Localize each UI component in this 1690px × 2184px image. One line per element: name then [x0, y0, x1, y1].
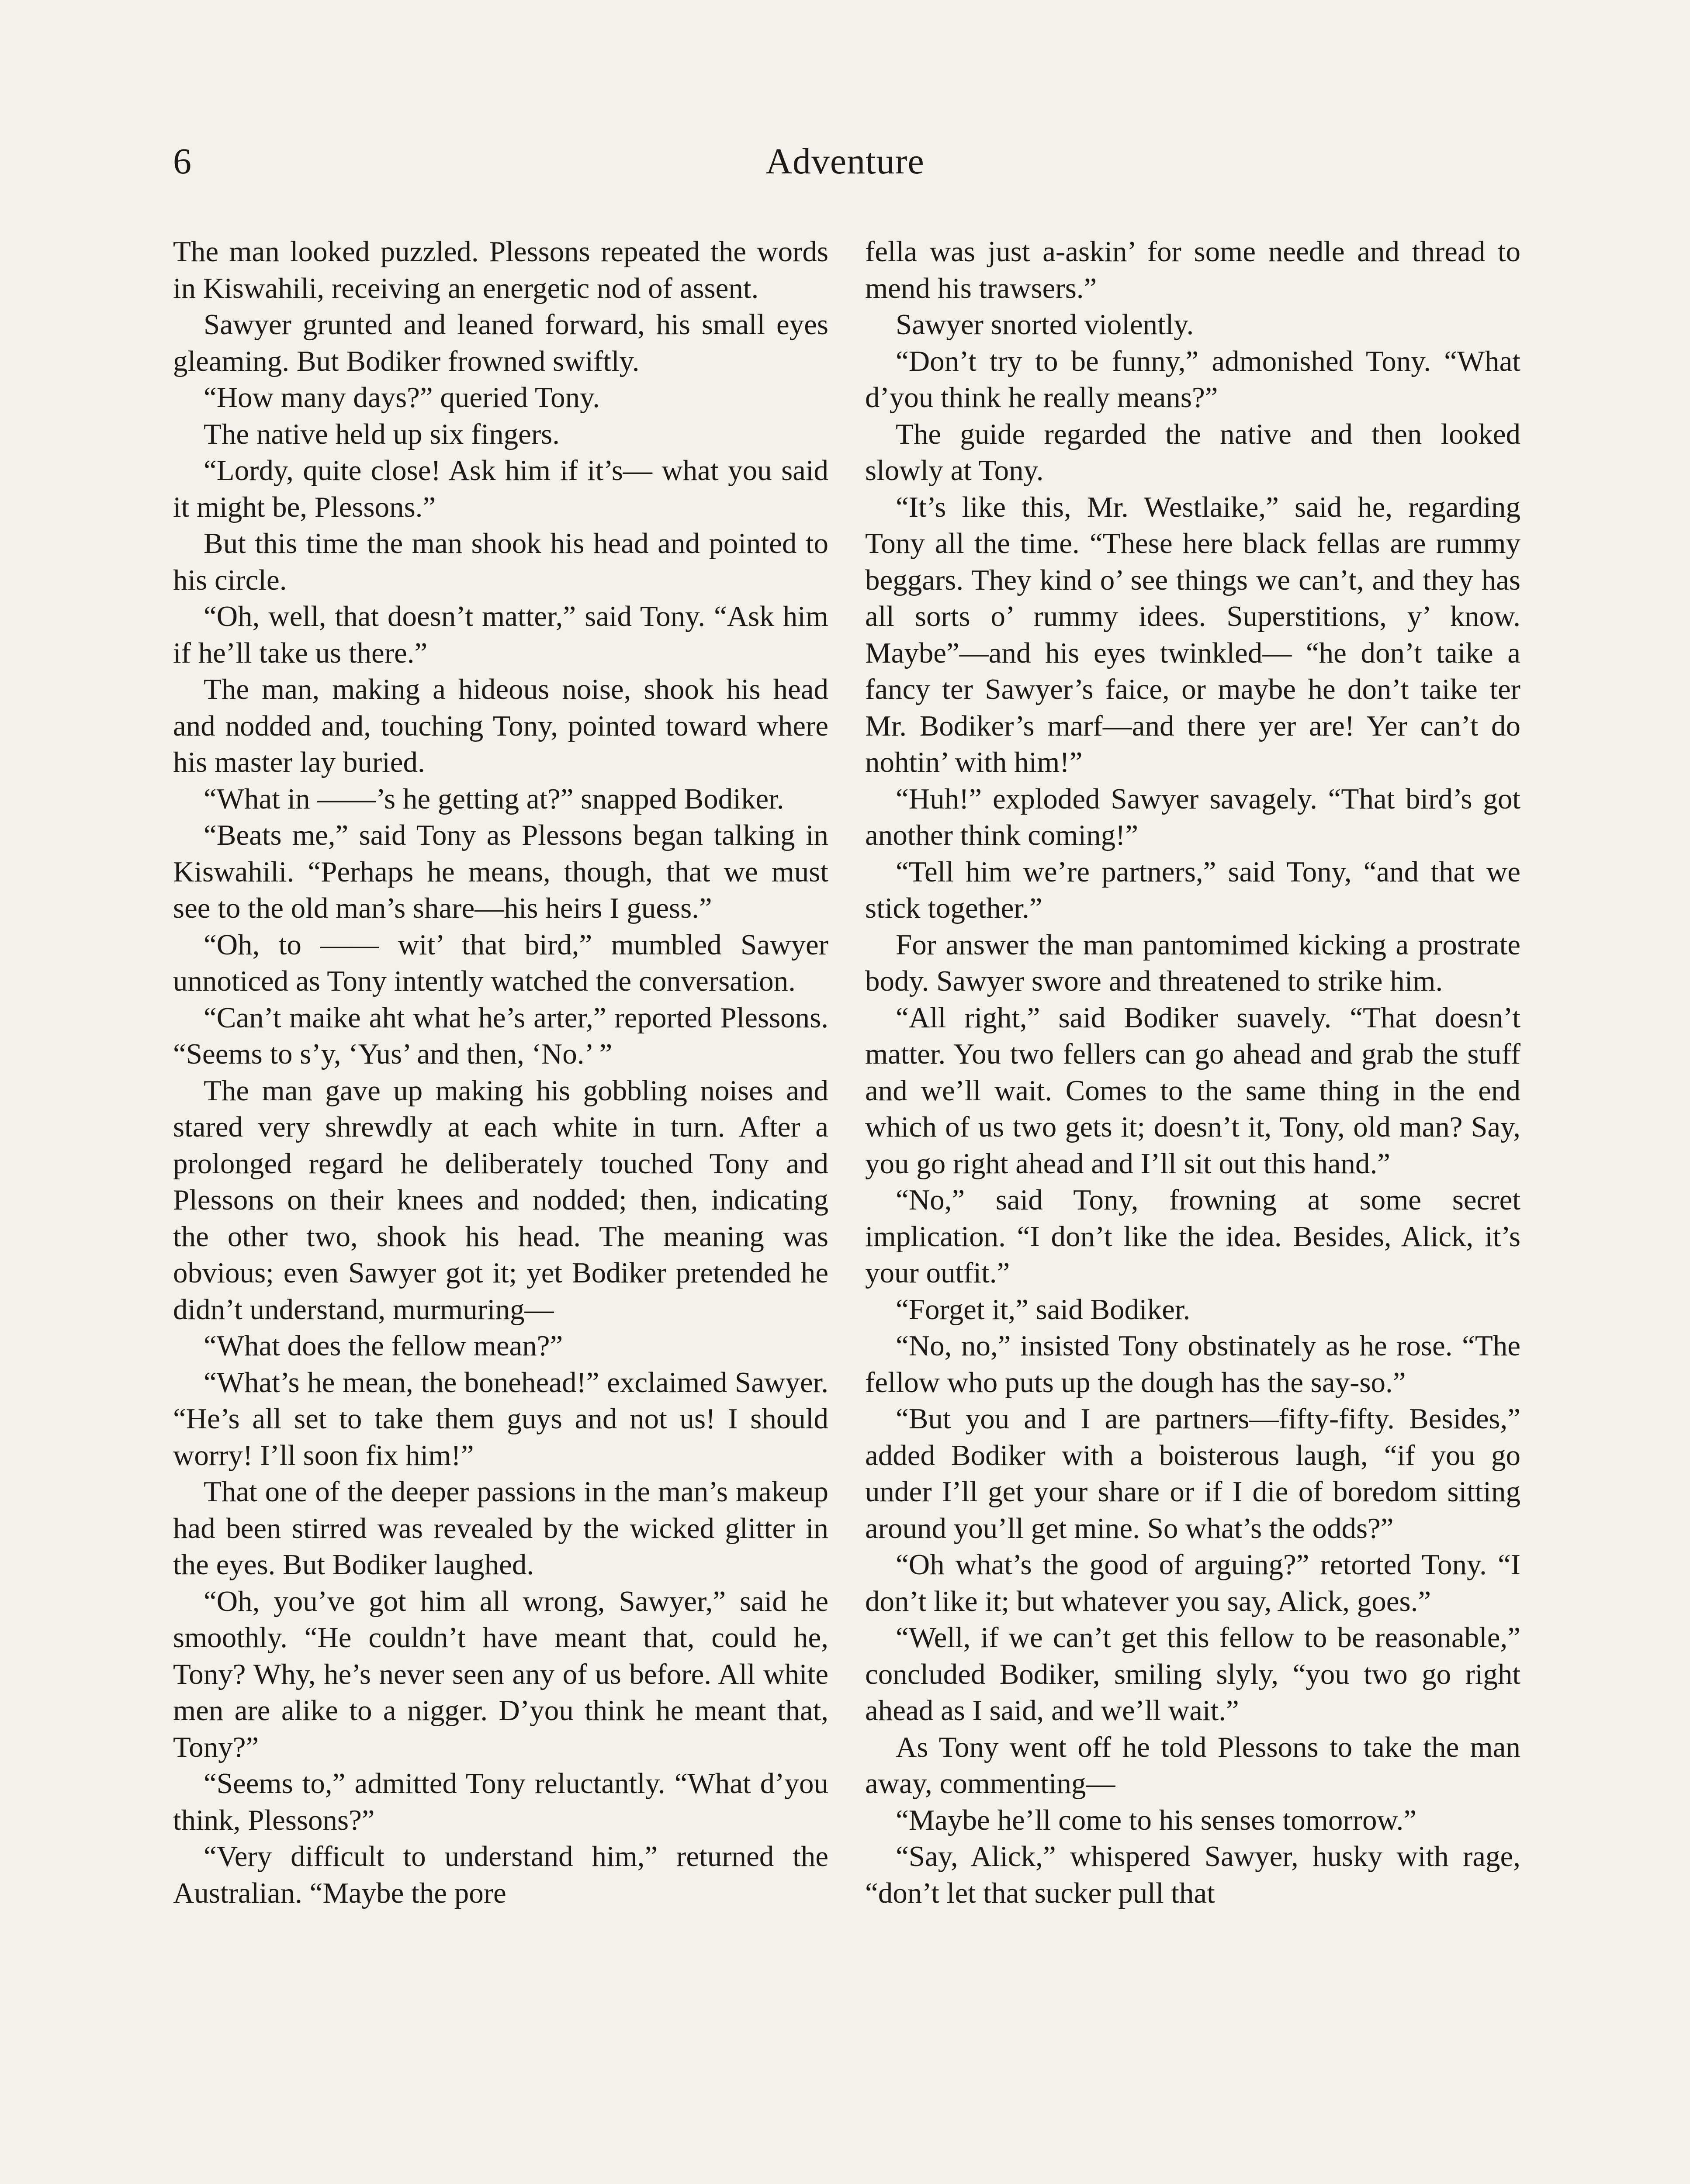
paragraph: Sawyer snorted violently.	[896, 308, 1194, 341]
paragraph: “All right,” said Bodiker suavely. “That doesn’t matter. You two fellers can go ahead and grab the stuff and we’ll wait. Comes to the same thing in the end which of us two gets it; doesn’t it, Tony, old man? Say, you go right ahead and I’ll sit out this hand.”	[865, 1001, 1520, 1180]
paragraph: “Beats me,” said Tony as Plessons began talking in Kiswahili. “Perhaps he means, though, that we must see to the old man’s share—his heirs I guess.”	[173, 819, 828, 924]
left-column	[173, 234, 828, 1911]
paragraph: “Huh!” exploded Sawyer savagely. “That bird’s got another think coming!”	[865, 782, 1520, 851]
paragraph: “Lordy, quite close! Ask him if it’s— what you said it might be, Plessons.”	[173, 454, 828, 523]
paragraph: “Oh, to —— wit’ that bird,” mumbled Sawyer unnoticed as Tony intently watched the conversation.	[173, 928, 828, 997]
right-column	[865, 234, 1520, 1911]
paragraph: “Forget it,” said Bodiker.	[896, 1293, 1191, 1326]
paragraph: “What’s he mean, the bonehead!” exclaimed Sawyer. “He’s all set to take them guys and not us! I should worry! I’ll soon fix him!”	[173, 1366, 828, 1472]
paragraph: “What does the fellow mean?”	[204, 1330, 563, 1362]
paragraph: But this time the man shook his head and pointed to his circle.	[173, 527, 828, 596]
paragraph: “What in ——’s he getting at?” snapped Bodiker.	[204, 782, 784, 815]
paragraph: “No,” said Tony, frowning at some secret implication. “I don’t like the idea. Besides, Alick, it’s your outfit.”	[865, 1184, 1520, 1289]
paragraph: “But you and I are partners—fifty-fifty. Besides,” added Bodiker with a boisterous laugh, “if you go under I’ll get your share or if I die of boredom sitting around you’ll get mine. So what’s the odds?”	[865, 1403, 1520, 1545]
paragraph: Sawyer grunted and leaned forward, his small eyes gleaming. But Bodiker frowned swiftly.	[173, 308, 828, 377]
running-title: Adventure	[765, 141, 925, 182]
paragraph: “Say, Alick,” whispered Sawyer, husky with rage, “don’t let that sucker pull that	[865, 1840, 1520, 1909]
paragraph: “Oh, well, that doesn’t matter,” said Tony. “Ask him if he’ll take us there.”	[173, 600, 828, 669]
paragraph: “Don’t try to be funny,” admonished Tony. “What d’you think he really means?”	[865, 345, 1520, 414]
paragraph: fella was just a-askin’ for some needle and thread to mend his trawsers.”	[865, 235, 1520, 304]
paragraph: “Can’t maike aht what he’s arter,” reported Plessons. “Seems to s’y, ‘Yus’ and then, ‘No.’ ”	[173, 1001, 828, 1070]
paragraph: “How many days?” queried Tony.	[204, 381, 600, 414]
paragraph: The man looked puzzled. Plessons repeated the words in Kiswahili, receiving an energetic nod of assent.	[173, 235, 828, 304]
paragraph: For answer the man pantomimed kicking a prostrate body. Sawyer swore and threatened to strike him.	[865, 928, 1520, 997]
paragraph: “Oh, you’ve got him all wrong, Sawyer,” said he smoothly. “He couldn’t have meant that, could he, Tony? Why, he’s never seen any of us before. All white men are alike to a nigger. D’you think he meant that, Tony?”	[173, 1585, 828, 1763]
paragraph: “Very difficult to understand him,” returned the Australian. “Maybe the pore	[173, 1840, 828, 1909]
paragraph: As Tony went off he told Plessons to take the man away, commenting—	[865, 1731, 1520, 1800]
paragraph: “Maybe he’ll come to his senses tomorrow.”	[896, 1804, 1417, 1836]
paragraph: That one of the deeper passions in the man’s makeup had been stirred was revealed by the wicked glitter in the eyes. But Bodiker laughed.	[173, 1476, 828, 1581]
paragraph: “Tell him we’re partners,” said Tony, “and that we stick together.”	[865, 855, 1520, 924]
paragraph: The native held up six fingers.	[204, 418, 560, 450]
paragraph: “Seems to,” admitted Tony reluctantly. “What d’you think, Plessons?”	[173, 1767, 828, 1836]
paragraph: The guide regarded the native and then looked slowly at Tony.	[865, 418, 1520, 487]
paragraph: The man, making a hideous noise, shook his head and nodded and, touching Tony, pointed toward where his master lay buried.	[173, 673, 828, 778]
paragraph: “Oh what’s the good of arguing?” retorted Tony. “I don’t like it; but whatever you say, Alick, goes.”	[865, 1548, 1520, 1617]
paragraph: “Well, if we can’t get this fellow to be reasonable,” concluded Bodiker, smiling slyly, “you two go right ahead as I said, and we’ll wait.”	[865, 1621, 1520, 1727]
page-number: 6	[173, 141, 191, 182]
paragraph: “No, no,” insisted Tony obstinately as he rose. “The fellow who puts up the dough has the say-so.”	[865, 1330, 1520, 1399]
paragraph: “It’s like this, Mr. Westlaike,” said he, regarding Tony all the time. “These here black fellas are rummy beggars. They kind o’ see things we can’t, and they has all sorts o’ rummy idees. Superstitions, y’ know. Maybe”—and his eyes twinkled— “he don’t taike a fancy ter Sawyer’s faice, or maybe he don’t taike ter Mr. Bodiker’s marf—and there yer are! Yer can’t do nohtin’ with him!”	[865, 491, 1520, 778]
paragraph: The man gave up making his gobbling noises and stared very shrewdly at each white in turn. After a prolonged regard he deliberately touched Tony and Plessons on their knees and nodded; then, indicating the other two, shook his head. The meaning was obvious; even Sawyer got it; yet Bodiker pretended he didn’t understand, murmuring—	[173, 1074, 828, 1326]
